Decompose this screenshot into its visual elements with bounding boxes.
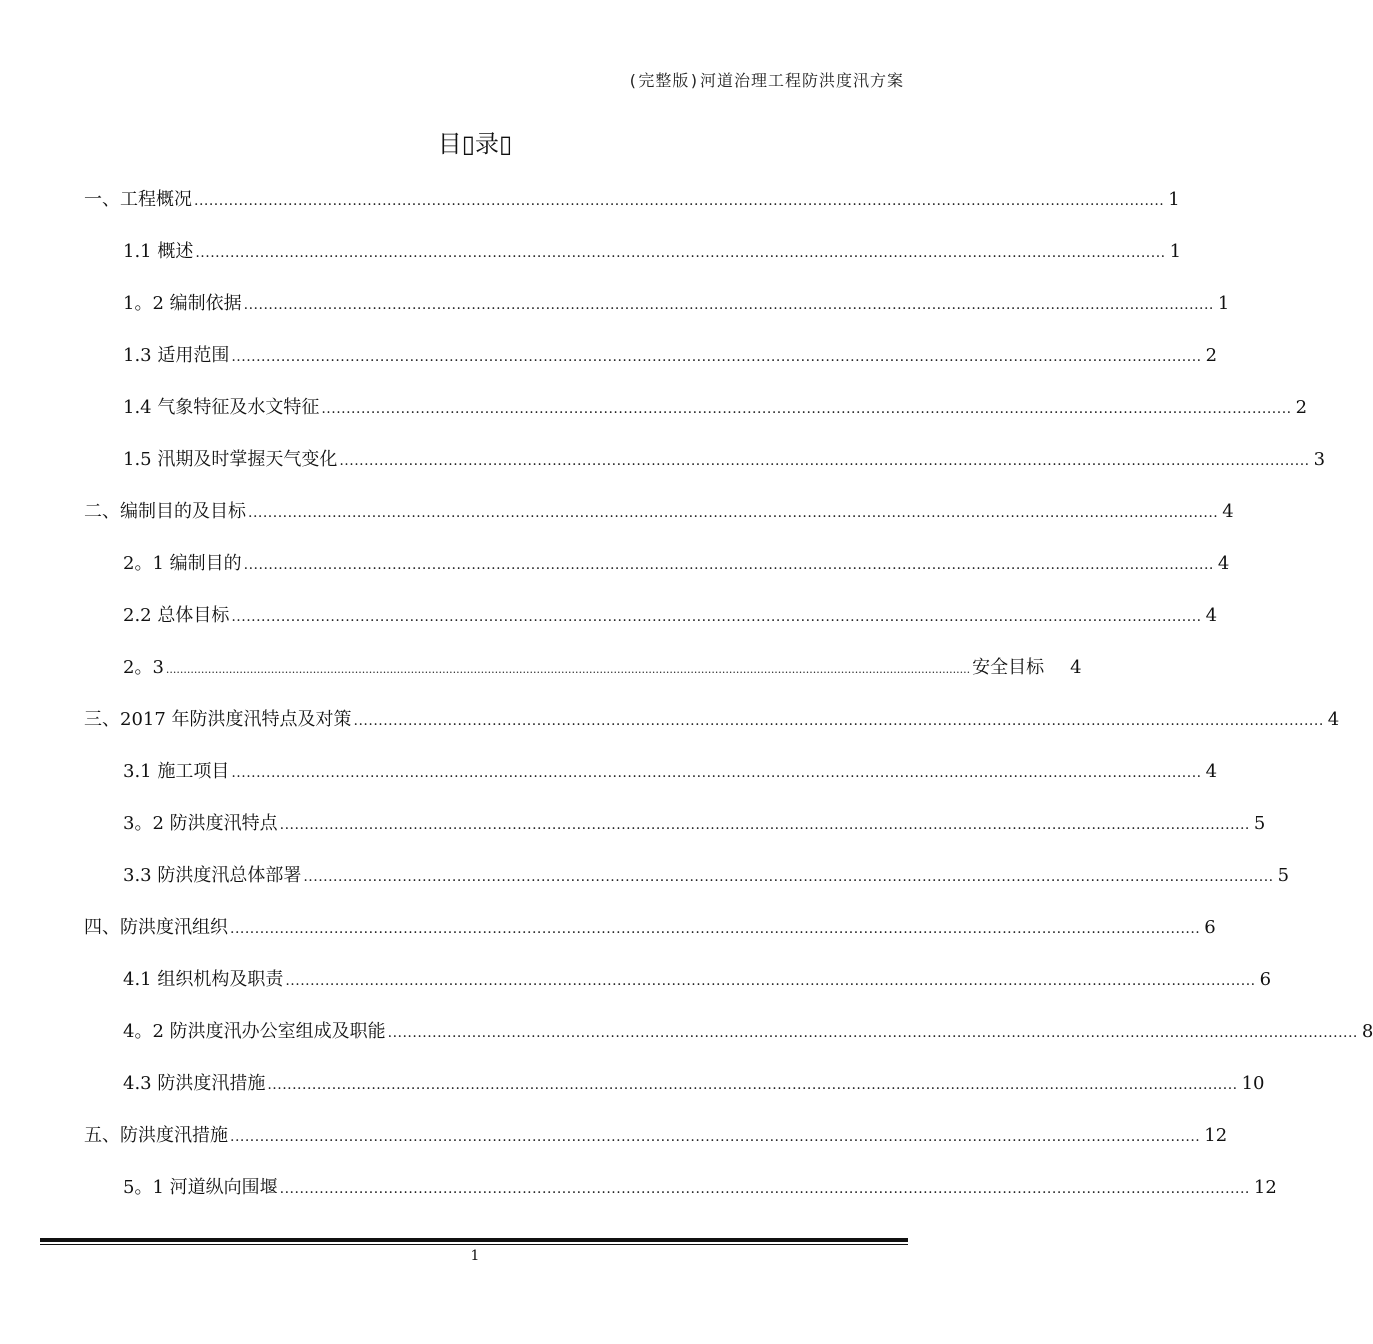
dot-leader: .................................................................................................................................................................................................... bbox=[387, 1025, 1358, 1041]
toc-entry-page: 4 bbox=[1327, 709, 1340, 730]
toc-entry[interactable] bbox=[123, 656, 1082, 682]
toc-entry-label: 1.5 汛期及时掌握天气变化 bbox=[123, 449, 338, 470]
toc-entry-page: 3 bbox=[1313, 449, 1326, 470]
toc-entry-label: 1。2 编制依据 bbox=[123, 293, 242, 314]
page-number: 1 bbox=[470, 1248, 480, 1264]
dot-leader: .................................................................................................................................................................................................... bbox=[321, 401, 1292, 417]
toc-entry[interactable] bbox=[123, 812, 1266, 837]
toc-entry[interactable] bbox=[123, 396, 1308, 421]
dot-leader: .................................................................................................................................................................................................... bbox=[231, 609, 1202, 625]
toc-entry-label: 1.4 气象特征及水文特征 bbox=[123, 397, 320, 418]
toc-entry-label: 4。2 防洪度汛办公室组成及职能 bbox=[123, 1021, 386, 1042]
toc-entry-label: 4.3 防洪度汛措施 bbox=[123, 1073, 266, 1094]
dot-leader: ...................................................................................................................................................................................................................................... bbox=[165, 663, 971, 676]
toc-entry-page: 12 bbox=[1204, 1125, 1228, 1146]
dot-leader: .................................................................................................................................................................................................... bbox=[285, 973, 1256, 989]
toc-entry[interactable] bbox=[84, 708, 1340, 733]
toc-entry[interactable] bbox=[123, 448, 1326, 473]
toc-entry-page: 5 bbox=[1277, 865, 1290, 886]
toc-entry[interactable] bbox=[123, 240, 1182, 265]
toc-entry-label: 二、编制目的及目标 bbox=[84, 501, 246, 522]
toc-entry[interactable] bbox=[123, 1020, 1373, 1045]
dot-leader: .................................................................................................................................................................................................... bbox=[279, 817, 1250, 833]
toc-entry-page: 1 bbox=[1169, 241, 1182, 262]
toc-entry[interactable] bbox=[123, 344, 1218, 369]
toc-entry-label: 1.3 适用范围 bbox=[123, 345, 230, 366]
toc-entry-label: 一、工程概况 bbox=[84, 189, 192, 210]
footer-rule bbox=[40, 1238, 908, 1242]
toc-entry[interactable] bbox=[123, 604, 1218, 629]
toc-entry-page: 8 bbox=[1361, 1021, 1373, 1042]
toc-entry-label: 五、防洪度汛措施 bbox=[84, 1125, 228, 1146]
toc-entry-page: 6 bbox=[1259, 969, 1272, 990]
toc-entry[interactable] bbox=[123, 760, 1218, 785]
dot-leader: .................................................................................................................................................................................................... bbox=[267, 1077, 1238, 1093]
running-header: (完整版)河道治理工程防洪度汛方案 bbox=[627, 71, 904, 90]
toc-entry[interactable] bbox=[84, 500, 1234, 525]
toc-entry-label: 2。1 编制目的 bbox=[123, 553, 242, 574]
dot-leader: .................................................................................................................................................................................................... bbox=[339, 453, 1310, 469]
dot-leader: .................................................................................................................................................................................................... bbox=[195, 245, 1166, 261]
toc-entry-page: 2 bbox=[1205, 345, 1218, 366]
toc-entry[interactable] bbox=[123, 1072, 1265, 1097]
toc-entry-page: 4 bbox=[1222, 501, 1234, 522]
dot-leader: .................................................................................................................................................................................................... bbox=[231, 349, 1202, 365]
toc-entry-label: 4.1 组织机构及职责 bbox=[123, 969, 284, 990]
dot-leader: .................................................................................................................................................................................................... bbox=[243, 297, 1214, 313]
dot-leader: .................................................................................................................................................................................................... bbox=[279, 1181, 1250, 1197]
footer-rule bbox=[40, 1244, 908, 1245]
toc-entry[interactable] bbox=[123, 864, 1290, 889]
toc-entry-label: 3.1 施工项目 bbox=[123, 761, 230, 782]
toc-entry[interactable] bbox=[123, 968, 1272, 993]
toc-entry[interactable] bbox=[123, 292, 1230, 317]
toc-entry[interactable] bbox=[123, 1176, 1277, 1201]
toc-entry[interactable] bbox=[123, 552, 1230, 577]
toc-entry[interactable] bbox=[84, 1124, 1228, 1149]
toc-entry-page: 1 bbox=[1168, 189, 1180, 210]
toc-entry-page: 1 bbox=[1217, 293, 1230, 314]
toc-entry-suffix: 安全目标 bbox=[972, 657, 1045, 678]
toc-entry-page: 10 bbox=[1241, 1073, 1265, 1094]
toc-entry-label: 3.3 防洪度汛总体部署 bbox=[123, 865, 302, 886]
toc-entry-label: 2.2 总体目标 bbox=[123, 605, 230, 626]
toc-entry-label: 1.1 概述 bbox=[123, 241, 194, 262]
dot-leader: .................................................................................................................................................................................................... bbox=[303, 869, 1274, 885]
toc-entry-page: 4 bbox=[1205, 605, 1218, 626]
toc-entry-page: 2 bbox=[1295, 397, 1308, 418]
toc-entry-label: 三、2017 年防洪度汛特点及对策 bbox=[84, 709, 352, 730]
toc-entry[interactable] bbox=[84, 916, 1216, 941]
toc-entry-page: 6 bbox=[1204, 917, 1216, 938]
toc-entry-label: 5。1 河道纵向围堰 bbox=[123, 1177, 278, 1198]
toc-entry-page: 4 bbox=[1205, 761, 1218, 782]
toc-entry-label: 四、防洪度汛组织 bbox=[84, 917, 228, 938]
toc-entry-page: 5 bbox=[1253, 813, 1266, 834]
toc-entry-page: 4 bbox=[1217, 553, 1230, 574]
dot-leader: .................................................................................................................................................................................................... bbox=[353, 713, 1324, 729]
dot-leader: .................................................................................................................................................................................................... bbox=[231, 765, 1202, 781]
toc-entry-label: 2。3 bbox=[123, 657, 164, 678]
toc-entry-page: 12 bbox=[1253, 1177, 1277, 1198]
dot-leader: .................................................................................................................................................................................................... bbox=[248, 505, 1219, 521]
dot-leader: .................................................................................................................................................................................................... bbox=[243, 557, 1214, 573]
dot-leader: .................................................................................................................................................................................................... bbox=[194, 193, 1165, 209]
toc-title: 目▯录▯ bbox=[437, 130, 513, 158]
toc-entry-label: 3。2 防洪度汛特点 bbox=[123, 813, 278, 834]
toc-entry-page: 4 bbox=[1070, 657, 1082, 678]
toc-entry[interactable] bbox=[84, 188, 1180, 213]
dot-leader: .................................................................................................................................................................................................... bbox=[230, 1129, 1201, 1145]
dot-leader: .................................................................................................................................................................................................... bbox=[230, 921, 1201, 937]
